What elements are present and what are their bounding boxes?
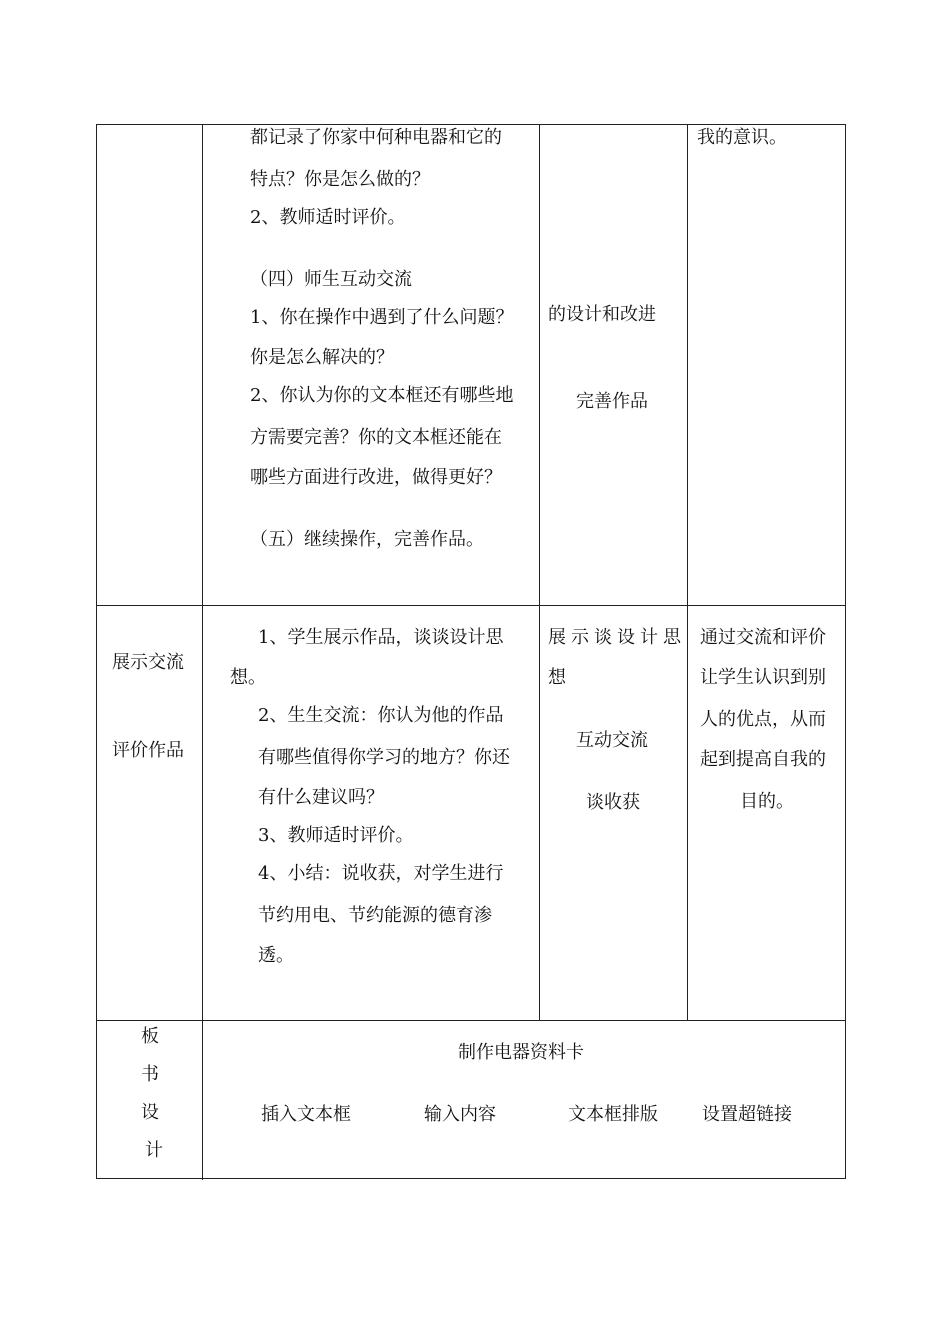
column-divider-3 [687,125,688,1020]
row-divider-2 [97,1020,845,1021]
row2-process-line: 有哪些值得你学习的地方？你还 [258,747,510,768]
row2-process-line: 节约用电、节约能源的德育渗 [258,905,492,926]
column-divider-1 [202,125,203,1180]
row1-process-line: 特点？你是怎么做的？ [250,169,430,190]
board-step: 文本框排版 [568,1104,658,1125]
board-title: 制作电器资料卡 [458,1042,584,1063]
row2-student-activity: 展示谈设计思 [548,627,686,648]
row1-section-heading: （四）师生互动交流 [250,269,412,290]
row2-design-intent: 让学生认识到别 [700,667,826,688]
row2-process-line: 透。 [258,945,294,966]
row1-process-line: 哪些方面进行改进，做得更好？ [250,467,502,488]
row1-section-heading: （五）继续操作，完善作品。 [250,529,484,550]
row2-student-activity: 想 [548,667,566,688]
row1-student-activity: 完善作品 [576,391,648,412]
row2-design-intent: 通过交流和评价 [700,627,826,648]
row2-stage-label: 评价作品 [112,740,184,761]
lesson-plan-table [96,124,846,1179]
row2-process-line: 有什么建议吗？ [258,787,384,808]
row2-design-intent: 人的优点，从而 [700,709,826,730]
board-design-label-char: 书 [141,1064,159,1085]
row2-process-line: 4、小结：说收获，对学生进行 [258,863,504,884]
row2-process-line: 1、学生展示作品，谈谈设计思 [258,627,504,648]
row2-student-activity: 互动交流 [576,730,648,751]
row2-design-intent: 起到提高自我的 [700,749,826,770]
board-step: 设置超链接 [702,1104,792,1125]
row2-process-line: 3、教师适时评价。 [258,825,414,846]
row2-process-line: 想。 [230,667,266,688]
row2-student-activity: 谈收获 [586,792,640,813]
row-divider-1 [97,605,845,606]
row1-process-line: 都记录了你家中何种电器和它的 [250,127,502,148]
row1-design-intent: 我的意识。 [697,127,787,148]
board-design-label-char: 设 [141,1102,159,1123]
row1-process-line: 2、你认为你的文本框还有哪些地 [250,385,514,406]
board-step: 插入文本框 [261,1104,351,1125]
row2-design-intent: 目的。 [740,791,794,812]
row1-process-line: 2、教师适时评价。 [250,207,406,228]
board-step: 输入内容 [424,1104,496,1125]
row1-process-line: 方需要完善？你的文本框还能在 [250,427,502,448]
board-design-label-char: 板 [141,1026,159,1047]
column-divider-2 [539,125,540,1020]
row1-student-activity: 的设计和改进 [548,304,656,325]
board-design-label-char: 计 [145,1140,163,1161]
row1-process-line: 1、你在操作中遇到了什么问题？ [250,307,514,328]
row1-process-line: 你是怎么解决的？ [250,347,394,368]
row2-process-line: 2、生生交流：你认为他的作品 [258,705,504,726]
row2-stage-label: 展示交流 [112,652,184,673]
